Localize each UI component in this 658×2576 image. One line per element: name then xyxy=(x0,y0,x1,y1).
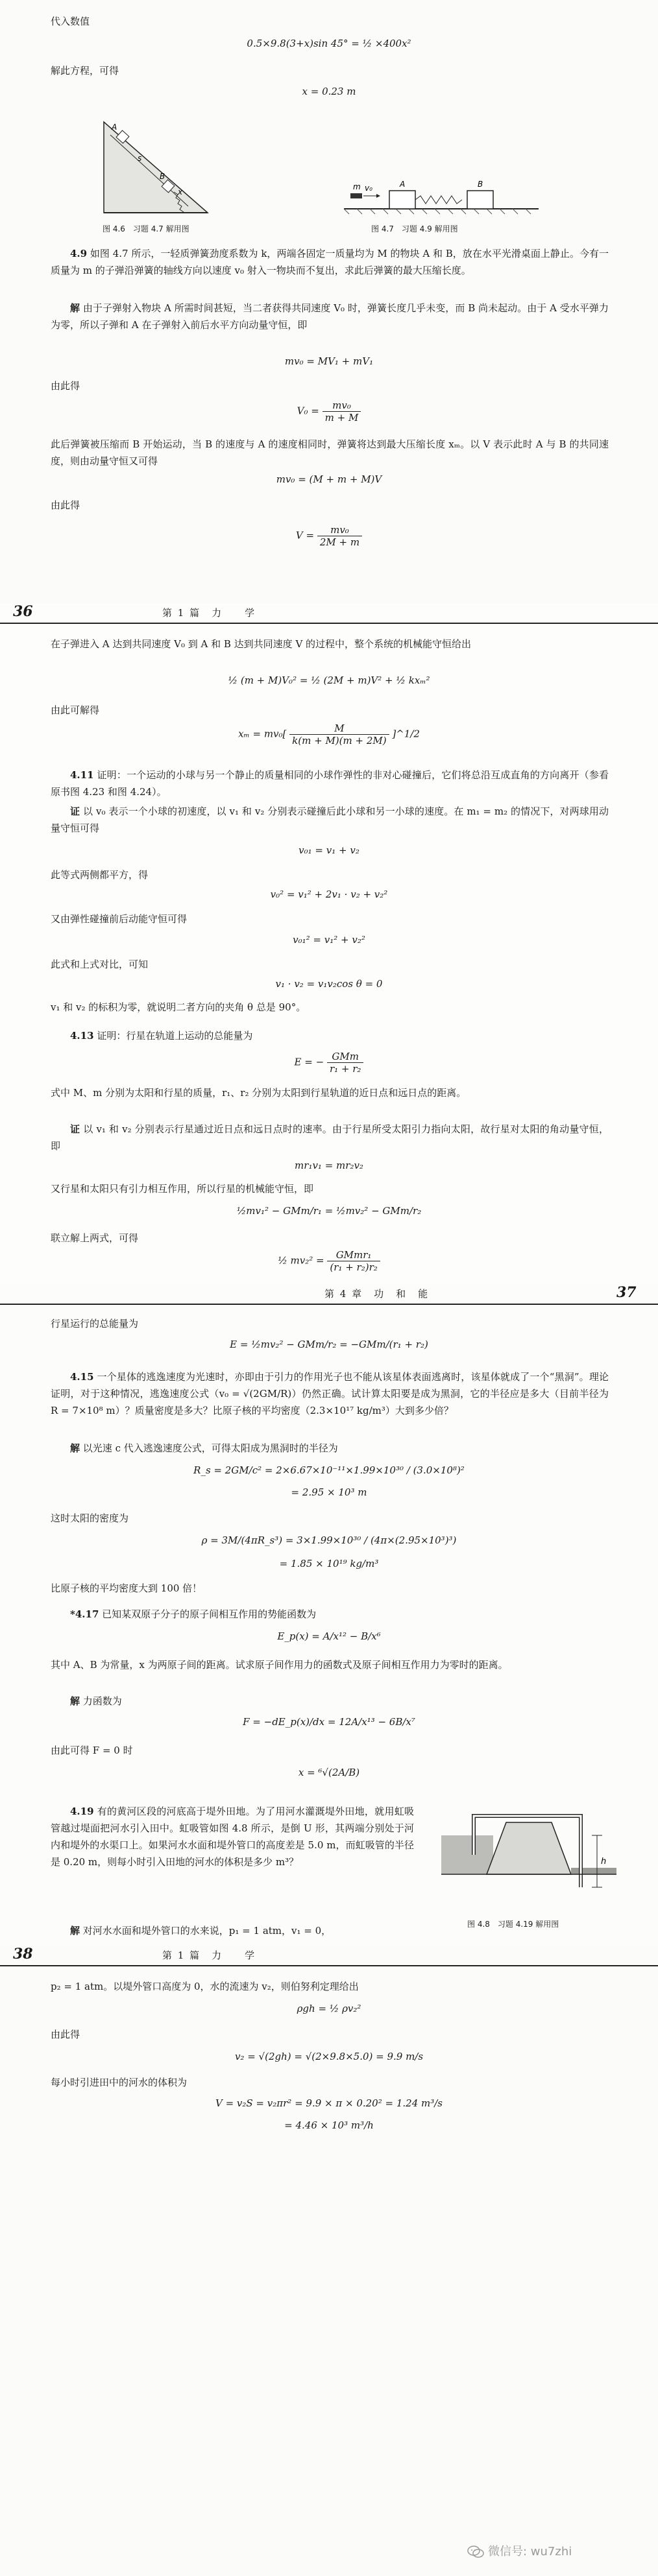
paragraph: 又行星和太阳只有引力相互作用，所以行星的机械能守恒，即 xyxy=(51,1183,314,1195)
label-m: m xyxy=(353,182,361,191)
problem-number: 4.9 xyxy=(70,248,88,259)
problem-4-15 xyxy=(51,1368,609,1419)
equation: 0.5×9.8(3+x)sin 45° = ½ ×400x² xyxy=(247,38,411,49)
problem-text: 如图 4.7 所示，一轻质弹簧劲度系数为 k，两端各固定一质量均为 M 的物块 A 和 B，放在水平光滑桌面上静止。今有一质量为 m 的子弹沿弹簧的轴线方向以速度 v₀ 射入一物块而不复出，求此后弹簧的最大压缩长度。 xyxy=(51,248,609,276)
equation: V₀ = $\frac{\text{mv₀}}{m + M}$ xyxy=(0,400,658,423)
label-h: h xyxy=(601,1857,607,1866)
paragraph: 此后弹簧被压缩而 B 开始运动，当 B 的速度与 A 的速度相同时，弹簧将达到最大压缩长度 xₘ。以 V 表示此时 A 与 B 的共同速度，则由动量守恒又可得 xyxy=(51,438,609,467)
solution-label: 解 xyxy=(70,1442,80,1454)
header-rule xyxy=(0,1965,658,1966)
problem-4-19 xyxy=(51,1803,414,1870)
equation: v₁ · v₂ = v₁v₂cos θ = 0 xyxy=(275,978,383,990)
figure-4-7 xyxy=(344,176,539,222)
equation: ½mv₁² − GMm/r₁ = ½mv₂² − GMm/r₂ xyxy=(236,1205,422,1217)
equation: v₀₁² = v₁² + v₂² xyxy=(293,934,365,946)
solution-label: 解 xyxy=(70,1695,80,1707)
equation: E_p(x) = A/x¹² − B/x⁶ xyxy=(277,1630,381,1642)
problem-text: 有的黄河区段的河底高于堤外田地。为了用河水灌溉堤外田地，就用虹吸管越过堤面把河水引入田中。虹吸管如图 4.8 所示，是倒 U 形，其两端分别处于河内和堤外的水渠口上。如果河水水面和堤外管口的高度差是 5.0 m，而虹吸管的半径是 0.20 m，则每小时引入田地的河水的体积是多少 m³？ xyxy=(51,1806,414,1868)
equation: x = 0.23 m xyxy=(302,86,356,97)
paragraph: 由此得 xyxy=(51,380,80,392)
solution-text: 力函数为 xyxy=(82,1695,122,1707)
paragraph: 由此可解得 xyxy=(51,704,100,716)
solution-4-9 xyxy=(51,300,609,333)
solution-label: 解 xyxy=(70,1925,80,1937)
page-1 xyxy=(0,0,658,603)
solution-4-15 xyxy=(51,1440,609,1457)
paragraph: 代入数值 xyxy=(51,16,90,27)
proof-text: 以 v₀ 表示一个小球的初速度，以 v₁ 和 v₂ 分别表示碰撞后此小球和另一小球的速度。在 m₁ = m₂ 的情况下，对两球用动量守恒可得 xyxy=(51,805,609,834)
equation: ½ (m + M)V₀² = ½ (2M + m)V² + ½ kxₘ² xyxy=(228,674,430,686)
label-a: A xyxy=(400,180,406,189)
solution-text: 由于子弹射入物块 A 所需时间甚短，当二者获得共同速度 V₀ 时，弹簧长度几乎未变，而 B 尚未起动。由于 A 受水平弹力为零，所以子弹和 A 在子弹射入前后水平方向动量守恒，即 xyxy=(51,302,609,331)
equation: ρ = 3M/(4πR_s³) = 3×1.99×10³⁰ / (4π×(2.95×10³)³) xyxy=(201,1534,457,1546)
paragraph: 又由弹性碰撞前后动能守恒可得 xyxy=(51,913,188,925)
label-v0: v₀ xyxy=(365,184,372,193)
figure-caption: 图 4.8 习题 4.19 解用图 xyxy=(467,1920,559,1929)
problem-4-11 xyxy=(51,767,609,800)
page-number: 38 xyxy=(13,1946,33,1962)
equation: = 4.46 × 10³ m³/h xyxy=(284,2119,374,2131)
equation: E = ½mv₂² − GMm/r₂ = −GMm/(r₁ + r₂) xyxy=(230,1339,428,1350)
equation: R_s = 2GM/c² = 2×6.67×10⁻¹¹×1.99×10³⁰ / (3.0×10⁸)² xyxy=(193,1464,465,1476)
problem-number: 4.15 xyxy=(70,1371,94,1383)
paragraph: 行星运行的总能量为 xyxy=(51,1318,139,1330)
paragraph: 此等式两侧都平方，得 xyxy=(51,869,149,881)
solution-4-17 xyxy=(51,1693,609,1710)
equation: V = v₂S = v₂πr² = 9.9 × π × 0.20² = 1.24 m³/s xyxy=(215,2097,443,2109)
page-number: 37 xyxy=(616,1284,637,1301)
equation: v₀² = v₁² + 2v₁ · v₂ + v₂² xyxy=(270,888,388,900)
equation: x = ⁶√(2A/B) xyxy=(298,1767,360,1778)
watermark-text: 微信号: wu7zhi xyxy=(488,2545,572,2558)
paragraph: 由此可得 F = 0 时 xyxy=(51,1745,133,1756)
problem-number: 4.13 xyxy=(70,1030,94,1042)
label-a: A xyxy=(112,123,117,132)
running-head: 第 1 篇 力 学 xyxy=(162,607,256,619)
problem-text: 证明：一个运动的小球与另一个静止的质量相同的小球作弹性的非对心碰撞后，它们将总沿互成直角的方向离开（参看原书图 4.23 和图 4.24）。 xyxy=(51,769,609,798)
label-s: s xyxy=(138,154,142,163)
problem-4-9 xyxy=(51,245,609,279)
paragraph: v₁ 和 v₂ 的标积为零，就说明二者方向的夹角 θ 总是 90°。 xyxy=(51,1001,306,1013)
page-2 xyxy=(0,603,658,1284)
running-head: 第 4 章 功 和 能 xyxy=(324,1288,430,1300)
equation: V = $\frac{\text{mv₀}}{2M + m}$ xyxy=(0,524,658,548)
paragraph: 式中 M、m 分别为太阳和行星的质量，r₁、r₂ 分别为太阳到行星轨道的近日点和远日点的距离。 xyxy=(51,1087,467,1099)
problem-number: 4.19 xyxy=(70,1806,94,1817)
equation: mr₁v₁ = mr₂v₂ xyxy=(295,1160,363,1171)
equation: v₀₁ = v₁ + v₂ xyxy=(299,844,359,856)
paragraph: 解此方程，可得 xyxy=(51,65,119,77)
paragraph: 由此得 xyxy=(51,499,80,511)
page-4 xyxy=(0,1946,658,2576)
solution-label: 解 xyxy=(70,302,80,314)
equation: F = −dE_p(x)/dx = 12A/x¹³ − 6B/x⁷ xyxy=(243,1716,415,1728)
figure-caption: 图 4.7 习题 4.9 解用图 xyxy=(371,224,458,233)
equation: xₘ = mv₀[ $\frac{M}{k(m + M)(m + 2M)}$ ]^1/2 xyxy=(238,722,420,746)
proof-text: 以 v₁ 和 v₂ 分别表示行星通过近日点和远日点时的速率。由于行星所受太阳引力指向太阳，故行星对太阳的角动量守恒，即 xyxy=(51,1123,609,1152)
figure-4-8 xyxy=(441,1803,616,1913)
figure-caption: 图 4.6 习题 4.7 解用图 xyxy=(103,224,189,233)
proof-label: 证 xyxy=(70,805,80,817)
proof-4-11 xyxy=(51,803,609,837)
paragraph: 每小时引进田中的河水的体积为 xyxy=(51,2077,188,2088)
paragraph: 比原子核的平均密度大到 100 倍！ xyxy=(51,1582,202,1594)
equation: = 2.95 × 10³ m xyxy=(291,1486,367,1498)
solution-text: 对河水水面和堤外管口的水来说，p₁ = 1 atm，v₁ = 0， xyxy=(82,1925,332,1937)
equation: mv₀ = (M + m + M)V xyxy=(276,473,382,485)
problem-text: 已知某双原子分子的原子间相互作用的势能函数为 xyxy=(102,1608,317,1620)
figure-4-6 xyxy=(97,109,214,219)
equation: E = − GMm r₁ + r₂ xyxy=(0,1051,658,1075)
paragraph: p₂ = 1 atm。以堤外管口高度为 0，水的流速为 v₂，则伯努利定理给出 xyxy=(51,1981,359,1992)
problem-4-13 xyxy=(51,1027,609,1044)
paragraph: 此式和上式对比，可知 xyxy=(51,959,149,970)
problem-number: *4.17 xyxy=(70,1608,99,1620)
running-head: 第 1 篇 力 学 xyxy=(162,1950,256,1961)
proof-4-13 xyxy=(51,1121,609,1154)
equation: ½ mv₂² = GMmr₁ (r₁ + r₂)r₂ xyxy=(0,1249,658,1273)
equation: = 1.85 × 10¹⁹ kg/m³ xyxy=(279,1558,379,1569)
equation: mv₀ = MV₁ + mV₁ xyxy=(284,355,374,367)
equation: ρgh = ½ ρv₂² xyxy=(297,2003,361,2014)
wechat-icon xyxy=(467,2546,484,2558)
problem-text: 一个星体的逃逸速度为光速时，亦即由于引力的作用光子也不能从该星体表面逃离时，该星体就成了一个“黑洞”。理论证明，对于这种情况，逃逸速度公式（v₀ = √(2GM/R)）仍然正确。试计算太阳要是成为黑洞，它的半径应是多大（目前半径为 R = 7×10⁸ m）？质量密度是多大？比原子核的平均密度（2.3×10¹⁷ kg/m³）大到多少倍？ xyxy=(51,1371,609,1416)
paragraph: 在子弹进入 A 达到共同速度 V₀ 到 A 和 B 达到共同速度 V 的过程中，整个系统的机械能守恒给出 xyxy=(51,638,472,650)
page-3 xyxy=(0,1284,658,1946)
header-rule xyxy=(0,623,658,624)
problem-text: 证明：行星在轨道上运动的总能量为 xyxy=(97,1030,253,1042)
paragraph: 其中 A、B 为常量，x 为两原子间的距离。试求原子间作用力的函数式及原子间相互作用力为零时的距离。 xyxy=(51,1659,508,1671)
label-x: x xyxy=(178,187,183,197)
page-number: 36 xyxy=(13,603,33,620)
paragraph: 由此得 xyxy=(51,2029,80,2040)
watermark xyxy=(467,2542,572,2559)
paragraph: 这时太阳的密度为 xyxy=(51,1512,129,1524)
equation: v₂ = √(2gh) = √(2×9.8×5.0) = 9.9 m/s xyxy=(234,2051,424,2062)
label-b: B xyxy=(478,180,483,189)
proof-label: 证 xyxy=(70,1123,80,1135)
problem-number: 4.11 xyxy=(70,769,94,781)
header-rule xyxy=(0,1304,658,1305)
label-b: B xyxy=(160,172,165,181)
paragraph: 联立解上两式，可得 xyxy=(51,1232,139,1244)
solution-text: 以光速 c 代入逃逸速度公式，可得太阳成为黑洞时的半径为 xyxy=(82,1442,338,1454)
problem-4-17 xyxy=(51,1606,609,1623)
solution-4-19 xyxy=(51,1922,414,1939)
